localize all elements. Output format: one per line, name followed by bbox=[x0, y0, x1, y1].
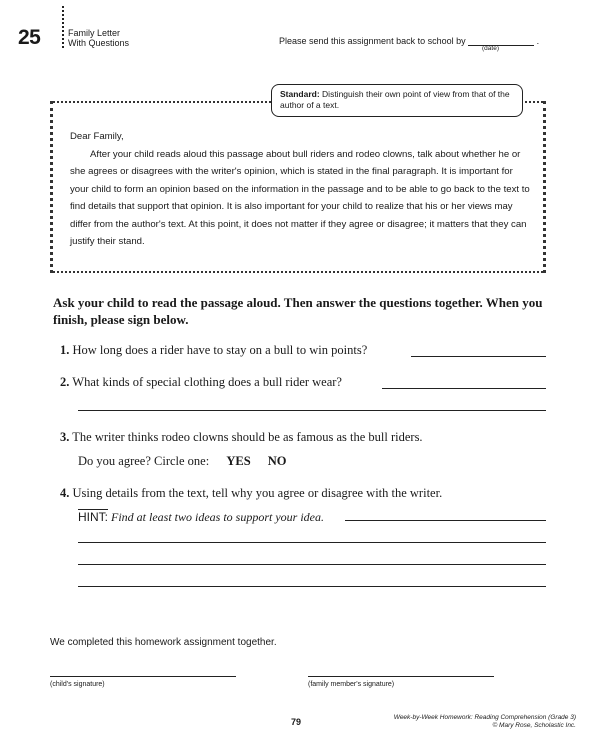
completed-statement: We completed this homework assignment together. bbox=[50, 637, 277, 648]
question-number: 4. bbox=[60, 486, 70, 500]
question-number: 1. bbox=[60, 343, 70, 357]
question-3 bbox=[60, 430, 423, 445]
child-signature-line[interactable] bbox=[50, 676, 236, 677]
question-4 bbox=[60, 486, 442, 501]
question-number: 3. bbox=[60, 430, 70, 444]
question-1 bbox=[60, 343, 367, 358]
answer-line-4b[interactable] bbox=[78, 542, 546, 543]
hint-text: Find at least two ideas to support your idea. bbox=[111, 510, 324, 524]
send-back-instruction: Please send this assignment back to school by . bbox=[279, 36, 540, 46]
family-signature-label: (family member's signature) bbox=[308, 681, 395, 688]
header-divider bbox=[62, 6, 64, 48]
answer-line-2b[interactable] bbox=[78, 410, 546, 411]
send-back-text: Please send this assignment back to school by bbox=[279, 36, 466, 46]
agree-prompt bbox=[78, 454, 287, 469]
question-text: How long does a rider have to stay on a bull to win points? bbox=[72, 343, 368, 357]
answer-line-4a[interactable] bbox=[345, 520, 546, 521]
letter-body: After your child reads aloud this passage about bull riders and rodeo clowns, talk about whether he or she agrees or disagrees with the writer's opinion, which is stated in the final paragraph. It is important for your child to form an opinion based on the information in the passage and to be able to go back to the text to find details that support that opinion. It is also important for your child to realize that his or her views may differ from the author's text. At this point, it does not matter if they agree or disagree; it matters that they can justify their stand. bbox=[70, 148, 530, 247]
question-2 bbox=[60, 375, 342, 390]
answer-line-2a[interactable] bbox=[382, 388, 546, 389]
question-text: Using details from the text, tell why you agree or disagree with the writer. bbox=[72, 486, 443, 500]
header-title-line1: Family Letter bbox=[68, 28, 121, 38]
credit-line1: Week-by-Week Homework: Reading Comprehension (Grade 3) bbox=[393, 714, 576, 721]
letter-greeting: Dear Family, bbox=[70, 131, 124, 142]
lesson-number: 25 bbox=[18, 26, 41, 49]
agree-prompt-text: Do you agree? Circle one: bbox=[78, 454, 210, 468]
question-text: What kinds of special clothing does a bull rider wear? bbox=[72, 375, 342, 389]
family-letter bbox=[70, 128, 530, 251]
question-text: The writer thinks rodeo clowns should be as famous as the bull riders. bbox=[72, 430, 423, 444]
date-label: (date) bbox=[482, 45, 499, 52]
instructions: Ask your child to read the passage aloud. Then answer the questions together. When you finish, please sign below. bbox=[53, 295, 543, 327]
credit-line2: © Mary Rose, Scholastic Inc. bbox=[492, 722, 576, 729]
answer-line-4d[interactable] bbox=[78, 586, 546, 587]
standard-text: Distinguish their own point of view from that of the author of a text. bbox=[280, 89, 510, 110]
answer-line-1[interactable] bbox=[411, 356, 546, 357]
header-title-line2: With Questions bbox=[68, 38, 130, 48]
no-option[interactable]: NO bbox=[267, 454, 287, 468]
question-number: 2. bbox=[60, 375, 70, 389]
page-number: 79 bbox=[291, 717, 302, 727]
date-field[interactable] bbox=[468, 45, 534, 46]
standard-label: Standard: bbox=[280, 89, 320, 99]
child-signature-label: (child's signature) bbox=[50, 681, 105, 688]
hint bbox=[78, 510, 324, 525]
yes-option[interactable]: YES bbox=[226, 454, 251, 468]
family-signature-line[interactable] bbox=[308, 676, 494, 677]
header-title bbox=[68, 28, 129, 48]
standard-box bbox=[271, 84, 523, 117]
credit bbox=[356, 714, 576, 730]
hint-label: HINT: bbox=[78, 510, 108, 524]
answer-line-4c[interactable] bbox=[78, 564, 546, 565]
